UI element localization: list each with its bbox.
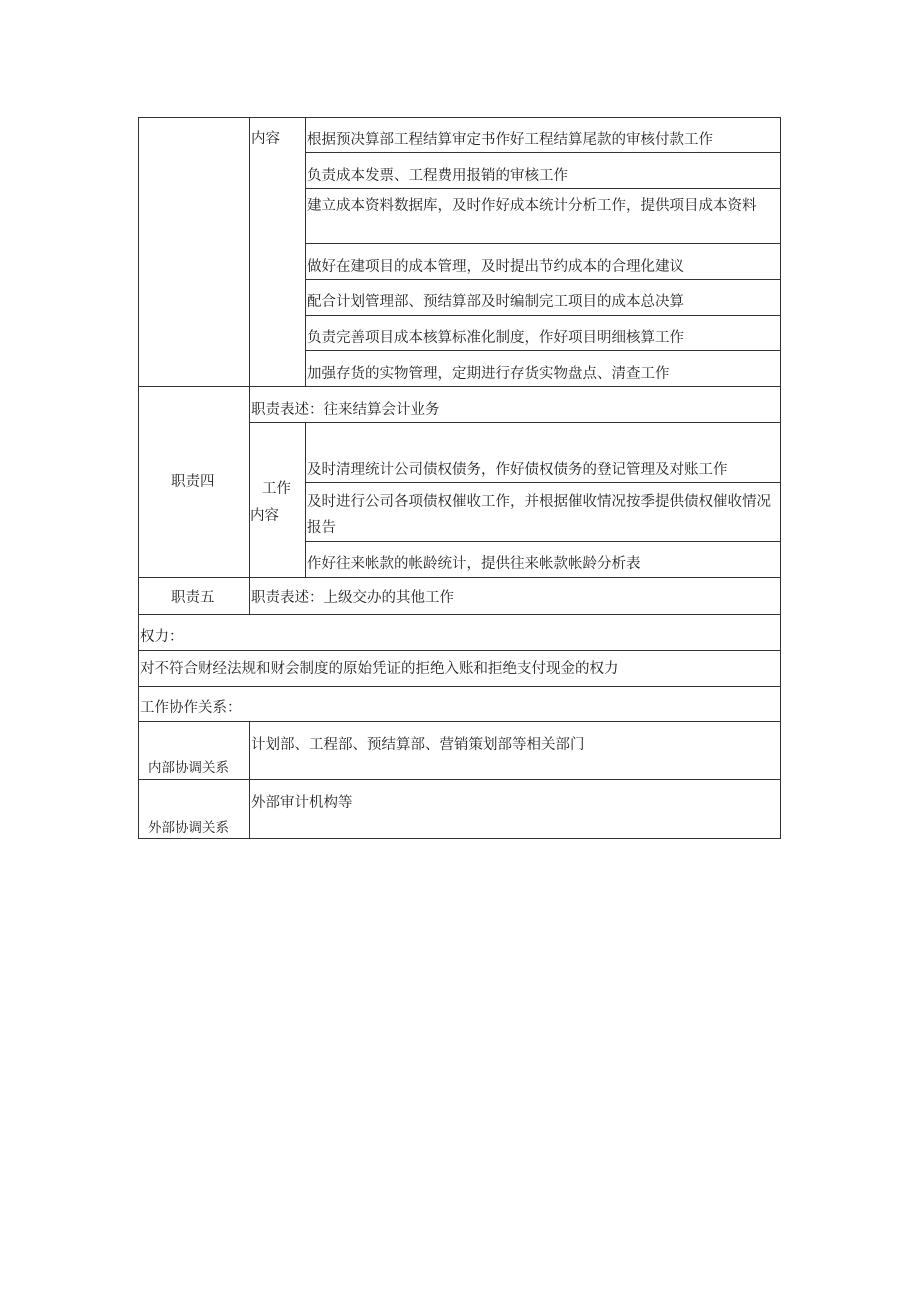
column-divider <box>249 721 250 839</box>
row-divider <box>305 315 781 316</box>
authority-title: 权力： <box>140 629 184 645</box>
external-relations-label: 外部协调关系 <box>148 820 229 836</box>
row-divider <box>138 386 781 387</box>
section-label: 职责五 <box>171 590 215 606</box>
section-label: 职责四 <box>171 474 215 490</box>
row-divider <box>305 541 781 542</box>
relations-title: 工作协作关系： <box>140 700 242 716</box>
column-divider <box>249 117 250 386</box>
row-divider <box>305 152 781 153</box>
external-relations-value: 外部审计机构等 <box>251 795 353 811</box>
row-divider <box>249 422 781 423</box>
internal-relations-label: 内部协调关系 <box>148 760 229 776</box>
column-divider <box>249 577 250 614</box>
row-divider <box>138 721 781 722</box>
task-item: 做好在建项目的成本管理，及时提出节约成本的合理化建议 <box>307 259 684 275</box>
column-divider <box>249 386 250 577</box>
task-item: 加强存货的实物管理，定期进行存货实物盘点、清查工作 <box>307 366 670 382</box>
column-divider <box>305 117 306 386</box>
section-description: 职责表述：往来结算会计业务 <box>251 402 440 418</box>
task-item: 负责成本发票、工程费用报销的审核工作 <box>307 168 568 184</box>
task-item: 根据预决算部工程结算审定书作好工程结算尾款的审核付款工作 <box>307 132 713 148</box>
row-divider <box>138 614 781 615</box>
row-divider <box>305 350 781 351</box>
content-label: 内容 <box>250 508 279 524</box>
task-item: 作好往来帐款的帐龄统计，提供往来帐款帐龄分析表 <box>307 556 641 572</box>
internal-relations-value: 计划部、工程部、预结算部、营销策划部等相关部门 <box>251 737 585 753</box>
authority-text: 对不符合财经法规和财会制度的原始凭证的拒绝入账和拒绝支付现金的权力 <box>140 661 619 677</box>
content-label: 工作 <box>262 481 291 497</box>
task-item: 及时进行公司各项债权催收工作，并根据催收情况按季提供债权催收情况报告 <box>307 494 771 536</box>
row-divider <box>138 686 781 687</box>
row-divider <box>305 279 781 280</box>
content-label: 内容 <box>251 131 280 147</box>
task-item: 及时清理统计公司债权债务，作好债权债务的登记管理及对账工作 <box>307 462 728 478</box>
row-divider <box>138 779 781 780</box>
row-divider <box>138 650 781 651</box>
row-divider <box>305 482 781 483</box>
column-divider <box>305 422 306 577</box>
task-item: 建立成本资料数据库，及时作好成本统计分析工作，提供项目成本资料 <box>307 198 757 214</box>
row-divider <box>138 577 781 578</box>
row-divider <box>305 243 781 244</box>
task-item: 配合计划管理部、预结算部及时编制完工项目的成本总决算 <box>307 294 684 310</box>
section-description: 职责表述：上级交办的其他工作 <box>251 590 454 606</box>
task-item: 负责完善项目成本核算标准化制度，作好项目明细核算工作 <box>307 330 684 346</box>
row-divider <box>305 188 781 189</box>
